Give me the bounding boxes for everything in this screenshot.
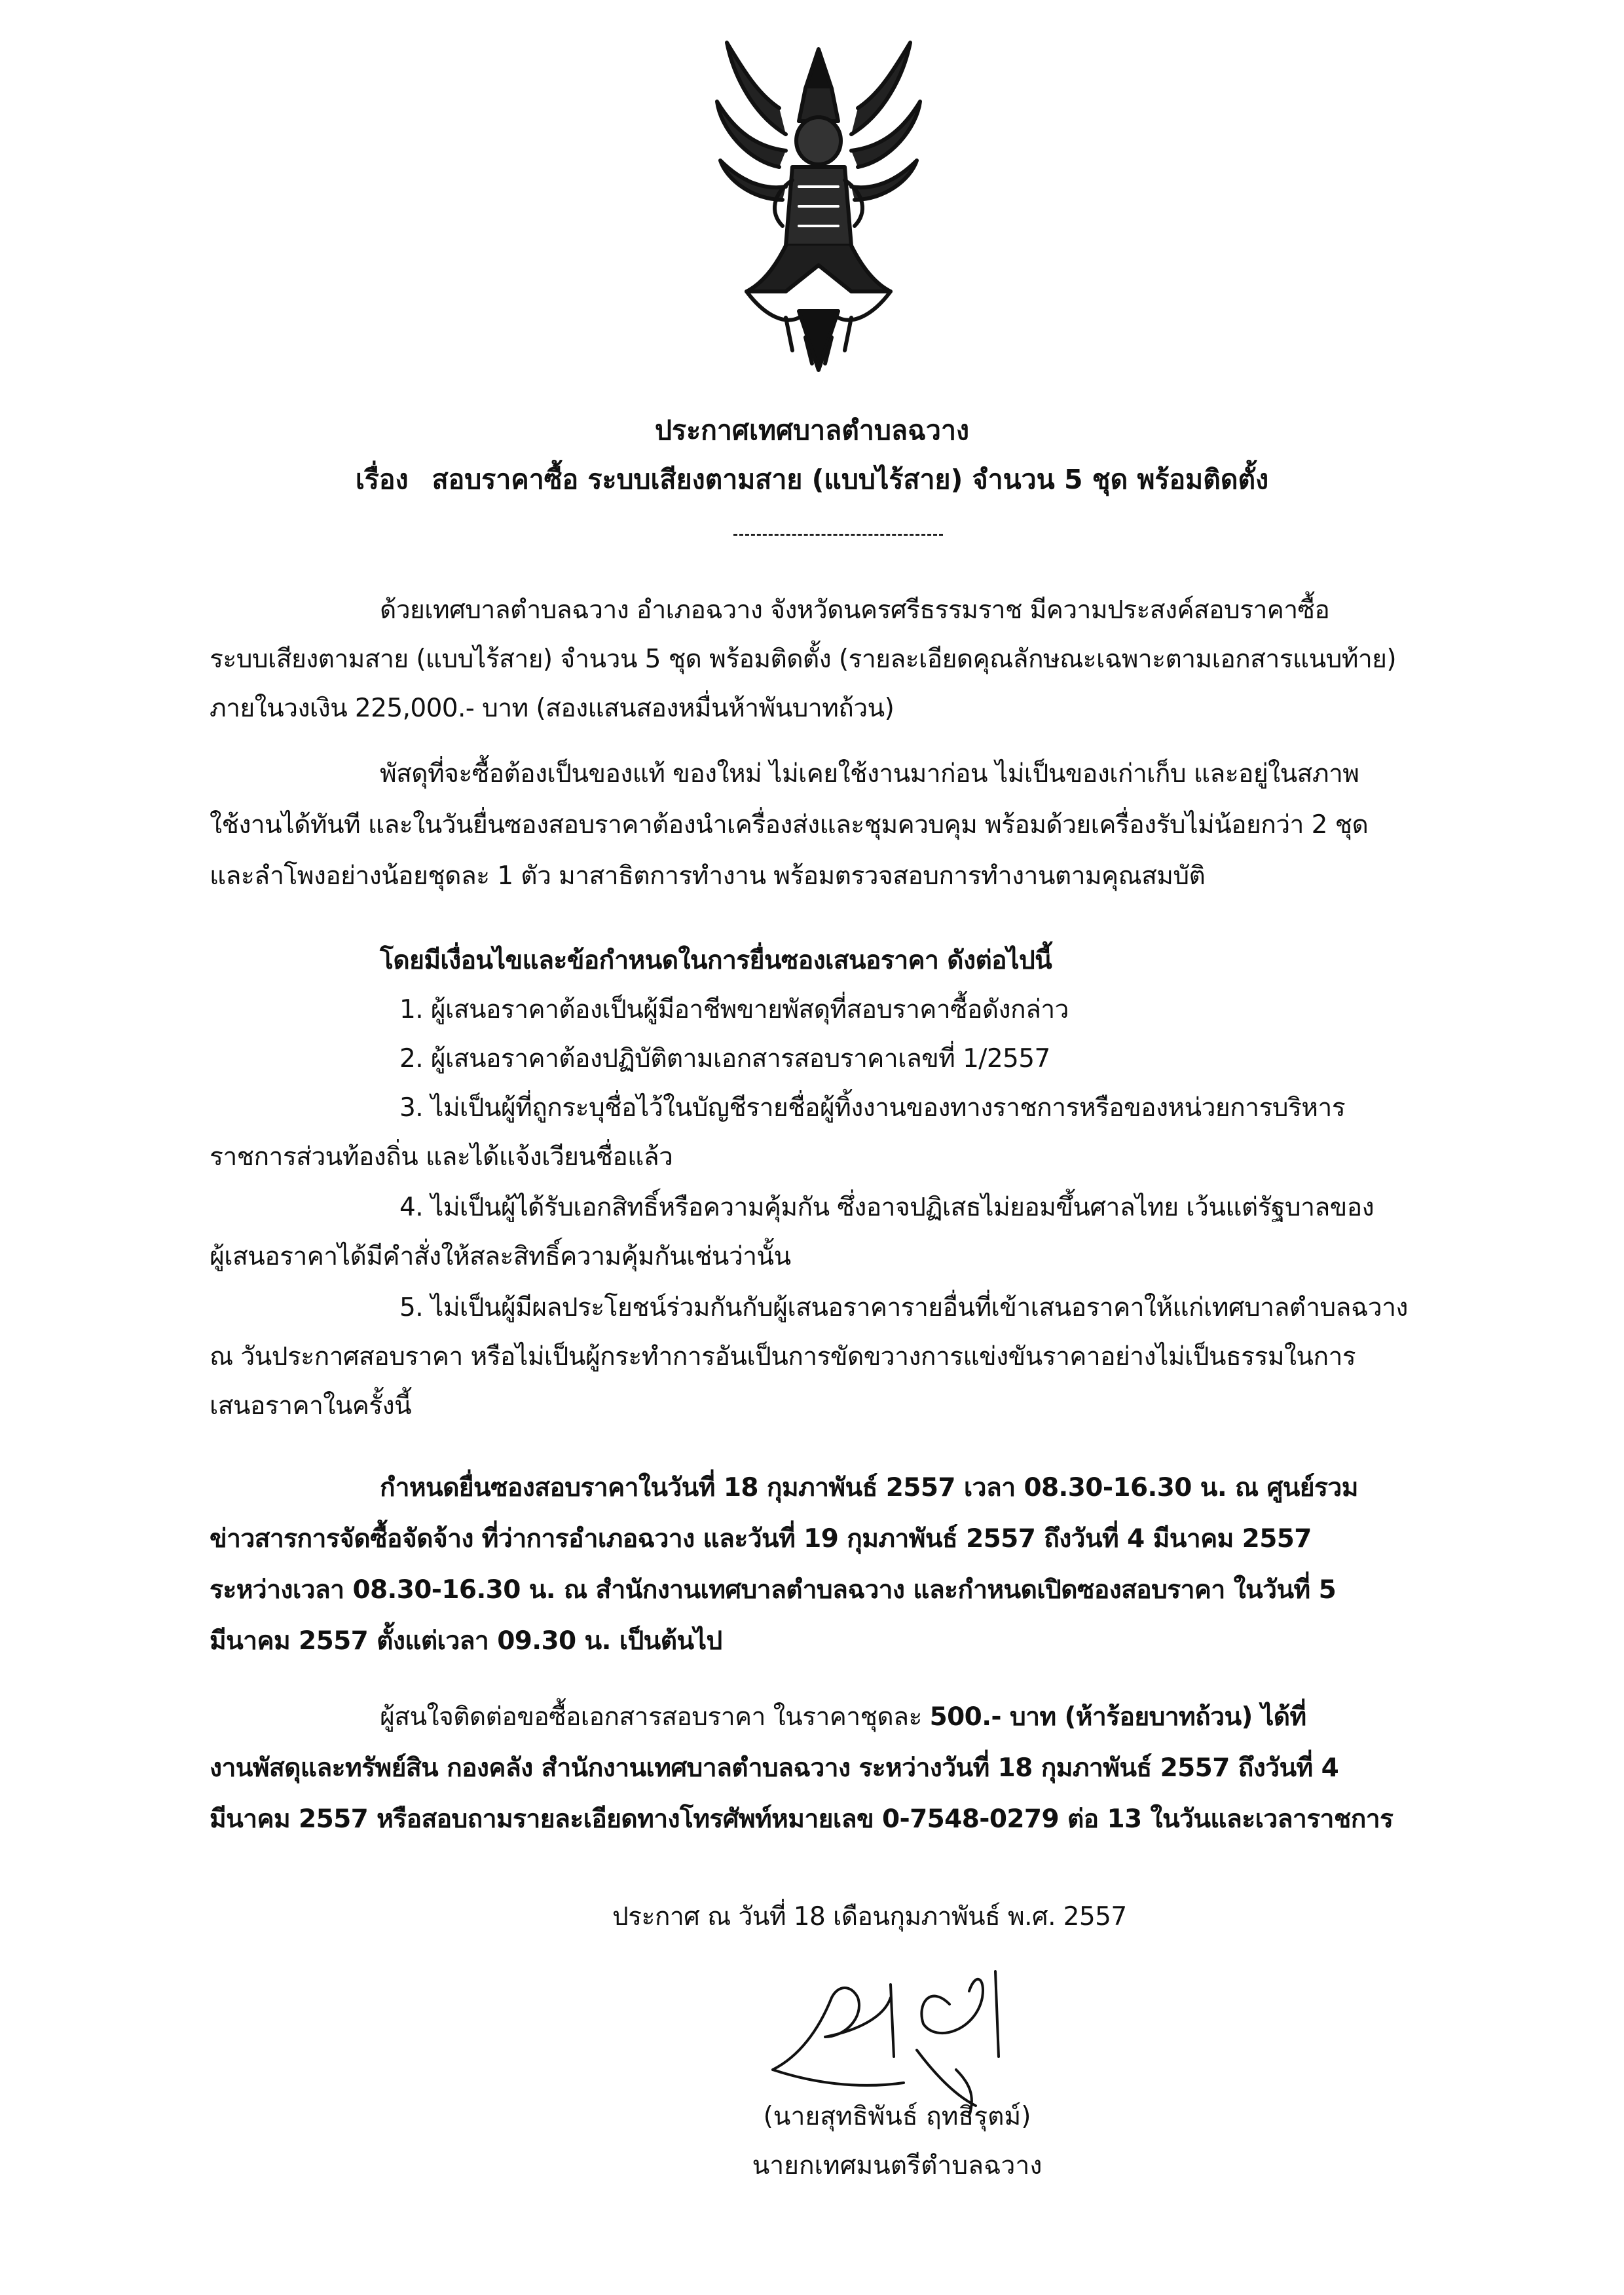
announcement-title: ประกาศเทศบาลตำบลฉวาง [655, 415, 969, 446]
condition-4-cont: ผู้เสนอราคาได้มีคำสั่งให้สละสิทธิ์ความคุ้มกันเช่นว่านั้น [210, 1242, 791, 1271]
condition-3: 3. ไม่เป็นผู้ที่ถูกระบุชื่อไว้ในบัญชีรายชื่อผู้ทิ้งงานของทางราชการหรือของหน่วยการบริหาร [399, 1093, 1346, 1123]
goods-line-3: และลำโพงอย่างน้อยชุดละ 1 ตัว มาสาธิตการทำงาน พร้อมตรวจสอบการทำงานตามคุณสมบัติ [210, 861, 1206, 891]
contact-line-1 [380, 1696, 1306, 1737]
condition-5-cont-1: ณ วันประกาศสอบราคา หรือไม่เป็นผู้กระทำการอันเป็นการขัดขวางการแข่งขันราคาอย่างไม่เป็นธรรมในการ [210, 1342, 1356, 1371]
subject-label: เรื่อง [355, 464, 409, 495]
schedule-line-3: ระหว่างเวลา 08.30-16.30 น. ณ สำนักงานเทศบาลตำบลฉวาง และกำหนดเปิดซองสอบราคา ในวันที่ 5 [210, 1575, 1337, 1605]
intro-line-3: ภายในวงเงิน 225,000.- บาท (สองแสนสองหมื่นห้าพันบาทถ้วน) [210, 694, 895, 723]
goods-line-2: ใช้งานได้ทันที และในวันยื่นซองสอบราคาต้องนำเครื่องส่งและชุมควบคุม พร้อมด้วยเครื่องรับไม่น้อยกว่า 2 ชุด [210, 810, 1369, 840]
goods-line-1: พัสดุที่จะซื้อต้องเป็นของแท้ ของใหม่ ไม่เคยใช้งานมาก่อน ไม่เป็นของเก่าเก็บ และอยู่ในสภาพ [380, 759, 1359, 789]
announcement-date: ประกาศ ณ วันที่ 18 เดือนกุมภาพันธ์ พ.ศ. 2557 [612, 1902, 1127, 1931]
contact-line-2: งานพัสดุและทรัพย์สิน กองคลัง สำนักงานเทศบาลตำบลฉวาง ระหว่างวันที่ 18 กุมภาพันธ์ 2557 ถึงวันที่ 4 [210, 1753, 1339, 1783]
garuda-emblem [707, 36, 930, 377]
schedule-line-1: กำหนดยื่นซองสอบราคาในวันที่ 18 กุมภาพันธ์ 2557 เวลา 08.30-16.30 น. ณ ศูนย์รวม [380, 1473, 1358, 1502]
schedule-line-2: ข่าวสารการจัดซื้อจัดจ้าง ที่ว่าการอำเภอฉวาง และวันที่ 19 กุมภาพันธ์ 2557 ถึงวันที่ 4 มีนาคม 2557 [210, 1524, 1312, 1554]
title-divider [733, 534, 943, 536]
condition-2: 2. ผู้เสนอราคาต้องปฏิบัติตามเอกสารสอบราคาเลขที่ 1/2557 [399, 1044, 1050, 1073]
contact-price: 500.- บาท (ห้าร้อยบาทถ้วน) ได้ที่ [929, 1702, 1306, 1732]
condition-3-cont: ราชการส่วนท้องถิ่น และได้แจ้งเวียนชื่อแล้ว [210, 1142, 673, 1172]
condition-1: 1. ผู้เสนอราคาต้องเป็นผู้มีอาชีพขายพัสดุที่สอบราคาซื้อดังกล่าว [399, 995, 1069, 1024]
signature [760, 1958, 1061, 2116]
announcement-subject [0, 458, 1624, 501]
schedule-line-4: มีนาคม 2557 ตั้งแต่เวลา 09.30 น. เป็นต้นไป [210, 1626, 722, 1656]
intro-line-1: ด้วยเทศบาลตำบลฉวาง อำเภอฉวาง จังหวัดนครศรีธรรมราช มีความประสงค์สอบราคาซื้อ [380, 595, 1330, 625]
contact-line-1-text: ผู้สนใจติดต่อขอซื้อเอกสารสอบราคา ในราคาชุดละ [380, 1702, 930, 1732]
contact-line-3: มีนาคม 2557 หรือสอบถามรายละเอียดทางโทรศัพท์หมายเลข 0-7548-0279 ต่อ 13 ในวันและเวลาราชการ [210, 1804, 1393, 1834]
signer-title: นายกเทศมนตรีตำบลฉวาง [752, 2151, 1043, 2180]
condition-4: 4. ไม่เป็นผู้ได้รับเอกสิทธิ์หรือความคุ้มกัน ซึ่งอาจปฏิเสธไม่ยอมขึ้นศาลไทย เว้นแต่รัฐบาลของ [399, 1193, 1375, 1222]
conditions-heading: โดยมีเงื่อนไขและข้อกำหนดในการยื่นซองเสนอราคา ดังต่อไปนี้ [380, 946, 1052, 975]
condition-5-cont-2: เสนอราคาในครั้งนี้ [210, 1391, 412, 1421]
intro-line-2: ระบบเสียงตามสาย (แบบไร้สาย) จำนวน 5 ชุด พร้อมติดตั้ง (รายละเอียดคุณลักษณะเฉพาะตามเอกสารแนบท้าย) [210, 644, 1397, 674]
signer-name: (นายสุทธิพันธ์ ฤทธิรุตม์) [763, 2102, 1031, 2131]
condition-5: 5. ไม่เป็นผู้มีผลประโยชน์ร่วมกันกับผู้เสนอราคารายอื่นที่เข้าเสนอราคาให้แก่เทศบาลตำบลฉวาง [399, 1293, 1408, 1322]
subject-text: สอบราคาซื้อ ระบบเสียงตามสาย (แบบไร้สาย) จำนวน 5 ชุด พร้อมติดตั้ง [432, 464, 1269, 495]
